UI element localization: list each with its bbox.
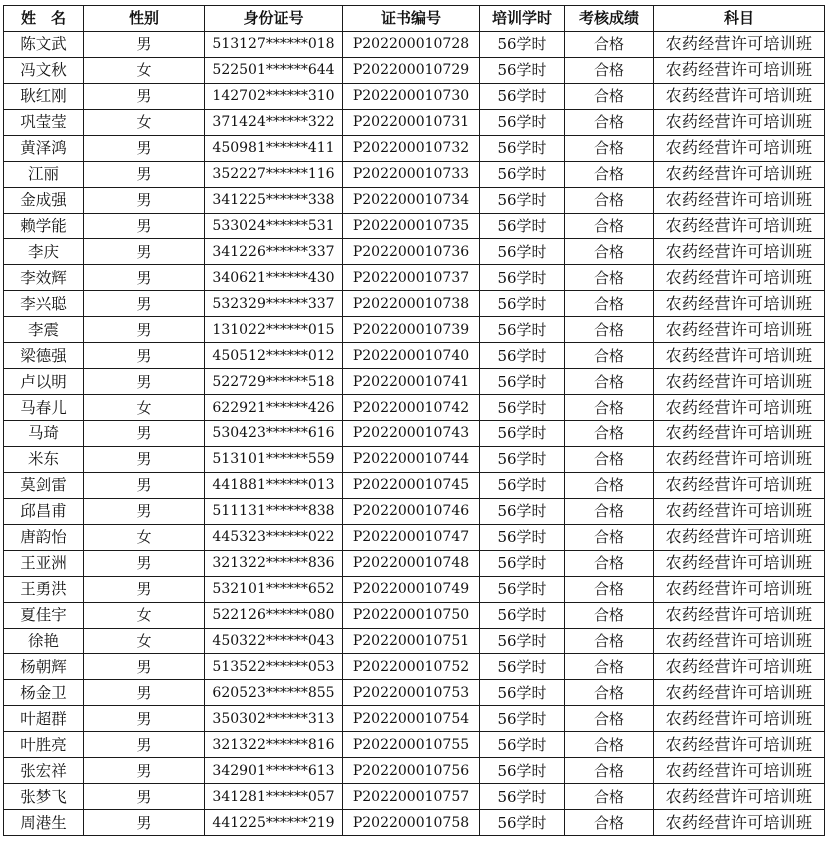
header-gender: 性别 [84, 6, 205, 32]
cell-cert-number: P202200010730 [343, 83, 480, 109]
cell-training-hours: 56学时 [480, 576, 565, 602]
cell-name: 金成强 [4, 187, 84, 213]
table-row [4, 395, 825, 421]
table-row [4, 654, 825, 680]
cell-id-number: 450512******012 [205, 343, 343, 369]
cell-exam-result: 合格 [565, 654, 654, 680]
cell-id-number: 341281******057 [205, 784, 343, 810]
cell-training-hours: 56学时 [480, 291, 565, 317]
cell-cert-number: P202200010734 [343, 187, 480, 213]
cell-training-hours: 56学时 [480, 758, 565, 784]
cell-id-number: 532329******337 [205, 291, 343, 317]
cell-exam-result: 合格 [565, 187, 654, 213]
cell-id-number: 352227******116 [205, 161, 343, 187]
cell-cert-number: P202200010753 [343, 680, 480, 706]
cell-training-hours: 56学时 [480, 602, 565, 628]
cell-subject: 农药经营许可培训班 [654, 706, 825, 732]
cell-subject: 农药经营许可培训班 [654, 83, 825, 109]
table-row [4, 550, 825, 576]
cell-id-number: 522729******518 [205, 369, 343, 395]
cell-training-hours: 56学时 [480, 343, 565, 369]
cell-exam-result: 合格 [565, 83, 654, 109]
cell-subject: 农药经营许可培训班 [654, 291, 825, 317]
cell-subject: 农药经营许可培训班 [654, 395, 825, 421]
cell-training-hours: 56学时 [480, 395, 565, 421]
cell-training-hours: 56学时 [480, 161, 565, 187]
cell-cert-number: P202200010728 [343, 31, 480, 57]
cell-subject: 农药经营许可培训班 [654, 550, 825, 576]
cell-name: 米东 [4, 446, 84, 472]
cell-exam-result: 合格 [565, 628, 654, 654]
cell-training-hours: 56学时 [480, 265, 565, 291]
table-row [4, 109, 825, 135]
table-row [4, 31, 825, 57]
table-row [4, 576, 825, 602]
cell-gender: 女 [84, 524, 205, 550]
cell-exam-result: 合格 [565, 213, 654, 239]
cell-id-number: 511131******838 [205, 498, 343, 524]
cell-exam-result: 合格 [565, 291, 654, 317]
cell-subject: 农药经营许可培训班 [654, 109, 825, 135]
cell-id-number: 441881******013 [205, 472, 343, 498]
cell-gender: 男 [84, 732, 205, 758]
cell-exam-result: 合格 [565, 239, 654, 265]
cell-exam-result: 合格 [565, 576, 654, 602]
cell-gender: 男 [84, 446, 205, 472]
cell-training-hours: 56学时 [480, 31, 565, 57]
cell-id-number: 341225******338 [205, 187, 343, 213]
cell-training-hours: 56学时 [480, 524, 565, 550]
cell-gender: 女 [84, 602, 205, 628]
cell-cert-number: P202200010732 [343, 135, 480, 161]
cell-exam-result: 合格 [565, 421, 654, 447]
cell-exam-result: 合格 [565, 161, 654, 187]
cell-name: 邱昌甫 [4, 498, 84, 524]
cell-name: 李兴聪 [4, 291, 84, 317]
cell-cert-number: P202200010742 [343, 395, 480, 421]
header-id-number: 身份证号 [205, 6, 343, 32]
header-exam-result: 考核成绩 [565, 6, 654, 32]
cell-subject: 农药经营许可培训班 [654, 265, 825, 291]
cell-subject: 农药经营许可培训班 [654, 758, 825, 784]
cell-cert-number: P202200010754 [343, 706, 480, 732]
table-row [4, 446, 825, 472]
table-row [4, 680, 825, 706]
cell-gender: 女 [84, 628, 205, 654]
cell-cert-number: P202200010740 [343, 343, 480, 369]
cell-id-number: 530423******616 [205, 421, 343, 447]
cell-cert-number: P202200010729 [343, 57, 480, 83]
cell-subject: 农药经营许可培训班 [654, 135, 825, 161]
cell-gender: 女 [84, 109, 205, 135]
cell-id-number: 350302******313 [205, 706, 343, 732]
cell-exam-result: 合格 [565, 472, 654, 498]
cell-exam-result: 合格 [565, 810, 654, 836]
cell-cert-number: P202200010749 [343, 576, 480, 602]
cell-cert-number: P202200010743 [343, 421, 480, 447]
cell-cert-number: P202200010739 [343, 317, 480, 343]
cell-cert-number: P202200010746 [343, 498, 480, 524]
cell-training-hours: 56学时 [480, 187, 565, 213]
cell-name: 冯文秋 [4, 57, 84, 83]
table-row [4, 187, 825, 213]
cell-id-number: 321322******816 [205, 732, 343, 758]
cell-name: 黄泽鸿 [4, 135, 84, 161]
cell-cert-number: P202200010751 [343, 628, 480, 654]
header-cert-number: 证书编号 [343, 6, 480, 32]
cell-cert-number: P202200010756 [343, 758, 480, 784]
header-name: 姓 名 [4, 6, 84, 32]
cell-gender: 男 [84, 31, 205, 57]
cell-name: 卢以明 [4, 369, 84, 395]
cell-name: 王亚洲 [4, 550, 84, 576]
cell-id-number: 142702******310 [205, 83, 343, 109]
cell-exam-result: 合格 [565, 109, 654, 135]
cell-gender: 男 [84, 213, 205, 239]
cell-exam-result: 合格 [565, 784, 654, 810]
cell-id-number: 340621******430 [205, 265, 343, 291]
cell-name: 杨朝辉 [4, 654, 84, 680]
cell-training-hours: 56学时 [480, 706, 565, 732]
table-row [4, 498, 825, 524]
cell-name: 马琦 [4, 421, 84, 447]
cell-subject: 农药经营许可培训班 [654, 161, 825, 187]
cell-name: 夏佳宇 [4, 602, 84, 628]
table-row [4, 421, 825, 447]
cell-name: 叶超群 [4, 706, 84, 732]
table-row [4, 135, 825, 161]
cell-subject: 农药经营许可培训班 [654, 239, 825, 265]
cell-name: 陈文武 [4, 31, 84, 57]
table-row [4, 213, 825, 239]
cell-exam-result: 合格 [565, 395, 654, 421]
cell-exam-result: 合格 [565, 57, 654, 83]
cell-cert-number: P202200010752 [343, 654, 480, 680]
cell-subject: 农药经营许可培训班 [654, 810, 825, 836]
cell-exam-result: 合格 [565, 732, 654, 758]
cell-name: 梁德强 [4, 343, 84, 369]
cell-subject: 农药经营许可培训班 [654, 187, 825, 213]
cell-exam-result: 合格 [565, 524, 654, 550]
cell-id-number: 450322******043 [205, 628, 343, 654]
cell-exam-result: 合格 [565, 31, 654, 57]
table-row [4, 784, 825, 810]
cell-name: 江丽 [4, 161, 84, 187]
cell-subject: 农药经营许可培训班 [654, 784, 825, 810]
cell-gender: 男 [84, 161, 205, 187]
cell-cert-number: P202200010733 [343, 161, 480, 187]
cell-id-number: 513101******559 [205, 446, 343, 472]
cell-gender: 男 [84, 654, 205, 680]
cell-gender: 男 [84, 810, 205, 836]
cell-training-hours: 56学时 [480, 83, 565, 109]
cell-exam-result: 合格 [565, 680, 654, 706]
cell-gender: 男 [84, 291, 205, 317]
cell-exam-result: 合格 [565, 550, 654, 576]
cell-subject: 农药经营许可培训班 [654, 57, 825, 83]
cell-id-number: 513522******053 [205, 654, 343, 680]
cell-name: 王勇洪 [4, 576, 84, 602]
table-row [4, 317, 825, 343]
cell-id-number: 532101******652 [205, 576, 343, 602]
cell-training-hours: 56学时 [480, 654, 565, 680]
cell-gender: 男 [84, 83, 205, 109]
cell-gender: 男 [84, 135, 205, 161]
cell-training-hours: 56学时 [480, 57, 565, 83]
cell-id-number: 441225******219 [205, 810, 343, 836]
cell-name: 马春儿 [4, 395, 84, 421]
header-subject: 科目 [654, 6, 825, 32]
cell-exam-result: 合格 [565, 343, 654, 369]
cell-exam-result: 合格 [565, 265, 654, 291]
cell-exam-result: 合格 [565, 369, 654, 395]
table-row [4, 265, 825, 291]
cell-gender: 男 [84, 550, 205, 576]
trainee-table [3, 5, 825, 836]
table-row [4, 810, 825, 836]
cell-gender: 男 [84, 343, 205, 369]
cell-training-hours: 56学时 [480, 628, 565, 654]
cell-name: 杨金卫 [4, 680, 84, 706]
table-row [4, 57, 825, 83]
table-row [4, 83, 825, 109]
cell-id-number: 341226******337 [205, 239, 343, 265]
cell-id-number: 450981******411 [205, 135, 343, 161]
cell-name: 唐韵怡 [4, 524, 84, 550]
cell-subject: 农药经营许可培训班 [654, 317, 825, 343]
cell-name: 叶胜亮 [4, 732, 84, 758]
cell-name: 莫剑雷 [4, 472, 84, 498]
cell-training-hours: 56学时 [480, 135, 565, 161]
cell-gender: 男 [84, 239, 205, 265]
cell-gender: 男 [84, 680, 205, 706]
cell-training-hours: 56学时 [480, 732, 565, 758]
cell-gender: 男 [84, 421, 205, 447]
cell-exam-result: 合格 [565, 446, 654, 472]
cell-name: 李震 [4, 317, 84, 343]
cell-id-number: 622921******426 [205, 395, 343, 421]
cell-name: 周港生 [4, 810, 84, 836]
cell-subject: 农药经营许可培训班 [654, 421, 825, 447]
header-row [4, 6, 825, 32]
table-row [4, 343, 825, 369]
cell-cert-number: P202200010738 [343, 291, 480, 317]
cell-gender: 男 [84, 317, 205, 343]
cell-id-number: 445323******022 [205, 524, 343, 550]
cell-subject: 农药经营许可培训班 [654, 602, 825, 628]
table-row [4, 239, 825, 265]
table-row [4, 758, 825, 784]
cell-id-number: 533024******531 [205, 213, 343, 239]
cell-name: 巩莹莹 [4, 109, 84, 135]
cell-cert-number: P202200010748 [343, 550, 480, 576]
cell-subject: 农药经营许可培训班 [654, 628, 825, 654]
cell-gender: 男 [84, 187, 205, 213]
cell-training-hours: 56学时 [480, 213, 565, 239]
table-row [4, 732, 825, 758]
cell-name: 徐艳 [4, 628, 84, 654]
cell-gender: 女 [84, 57, 205, 83]
cell-cert-number: P202200010735 [343, 213, 480, 239]
table-row [4, 472, 825, 498]
cell-cert-number: P202200010750 [343, 602, 480, 628]
cell-training-hours: 56学时 [480, 317, 565, 343]
cell-name: 张梦飞 [4, 784, 84, 810]
cell-gender: 男 [84, 265, 205, 291]
cell-id-number: 620523******855 [205, 680, 343, 706]
table-row [4, 602, 825, 628]
cell-gender: 男 [84, 498, 205, 524]
cell-name: 耿红刚 [4, 83, 84, 109]
cell-gender: 女 [84, 395, 205, 421]
cell-cert-number: P202200010741 [343, 369, 480, 395]
cell-exam-result: 合格 [565, 135, 654, 161]
table-row [4, 524, 825, 550]
cell-cert-number: P202200010737 [343, 265, 480, 291]
table-row [4, 628, 825, 654]
cell-exam-result: 合格 [565, 758, 654, 784]
cell-subject: 农药经营许可培训班 [654, 369, 825, 395]
cell-subject: 农药经营许可培训班 [654, 654, 825, 680]
cell-gender: 男 [84, 784, 205, 810]
cell-name: 张宏祥 [4, 758, 84, 784]
cell-training-hours: 56学时 [480, 680, 565, 706]
cell-id-number: 321322******836 [205, 550, 343, 576]
cell-training-hours: 56学时 [480, 472, 565, 498]
cell-subject: 农药经营许可培训班 [654, 680, 825, 706]
cell-name: 赖学能 [4, 213, 84, 239]
cell-id-number: 342901******613 [205, 758, 343, 784]
cell-training-hours: 56学时 [480, 446, 565, 472]
cell-id-number: 522126******080 [205, 602, 343, 628]
cell-exam-result: 合格 [565, 317, 654, 343]
cell-exam-result: 合格 [565, 706, 654, 732]
cell-training-hours: 56学时 [480, 421, 565, 447]
cell-training-hours: 56学时 [480, 109, 565, 135]
header-training-hours: 培训学时 [480, 6, 565, 32]
cell-subject: 农药经营许可培训班 [654, 31, 825, 57]
cell-gender: 男 [84, 706, 205, 732]
cell-id-number: 522501******644 [205, 57, 343, 83]
cell-exam-result: 合格 [565, 602, 654, 628]
cell-training-hours: 56学时 [480, 550, 565, 576]
cell-subject: 农药经营许可培训班 [654, 576, 825, 602]
cell-subject: 农药经营许可培训班 [654, 446, 825, 472]
cell-cert-number: P202200010745 [343, 472, 480, 498]
cell-training-hours: 56学时 [480, 369, 565, 395]
cell-cert-number: P202200010744 [343, 446, 480, 472]
cell-subject: 农药经营许可培训班 [654, 498, 825, 524]
cell-subject: 农药经营许可培训班 [654, 472, 825, 498]
cell-name: 李效辉 [4, 265, 84, 291]
cell-gender: 男 [84, 576, 205, 602]
cell-subject: 农药经营许可培训班 [654, 524, 825, 550]
cell-cert-number: P202200010747 [343, 524, 480, 550]
cell-training-hours: 56学时 [480, 239, 565, 265]
cell-cert-number: P202200010731 [343, 109, 480, 135]
cell-cert-number: P202200010757 [343, 784, 480, 810]
cell-subject: 农药经营许可培训班 [654, 343, 825, 369]
cell-id-number: 371424******322 [205, 109, 343, 135]
cell-id-number: 513127******018 [205, 31, 343, 57]
cell-id-number: 131022******015 [205, 317, 343, 343]
cell-subject: 农药经营许可培训班 [654, 732, 825, 758]
cell-gender: 男 [84, 758, 205, 784]
cell-name: 李庆 [4, 239, 84, 265]
cell-gender: 男 [84, 472, 205, 498]
table-row [4, 291, 825, 317]
cell-cert-number: P202200010736 [343, 239, 480, 265]
table-row [4, 706, 825, 732]
table-row [4, 369, 825, 395]
cell-exam-result: 合格 [565, 498, 654, 524]
cell-training-hours: 56学时 [480, 498, 565, 524]
cell-subject: 农药经营许可培训班 [654, 213, 825, 239]
cell-cert-number: P202200010755 [343, 732, 480, 758]
cell-training-hours: 56学时 [480, 784, 565, 810]
cell-cert-number: P202200010758 [343, 810, 480, 836]
table-row [4, 161, 825, 187]
cell-training-hours: 56学时 [480, 810, 565, 836]
cell-gender: 男 [84, 369, 205, 395]
